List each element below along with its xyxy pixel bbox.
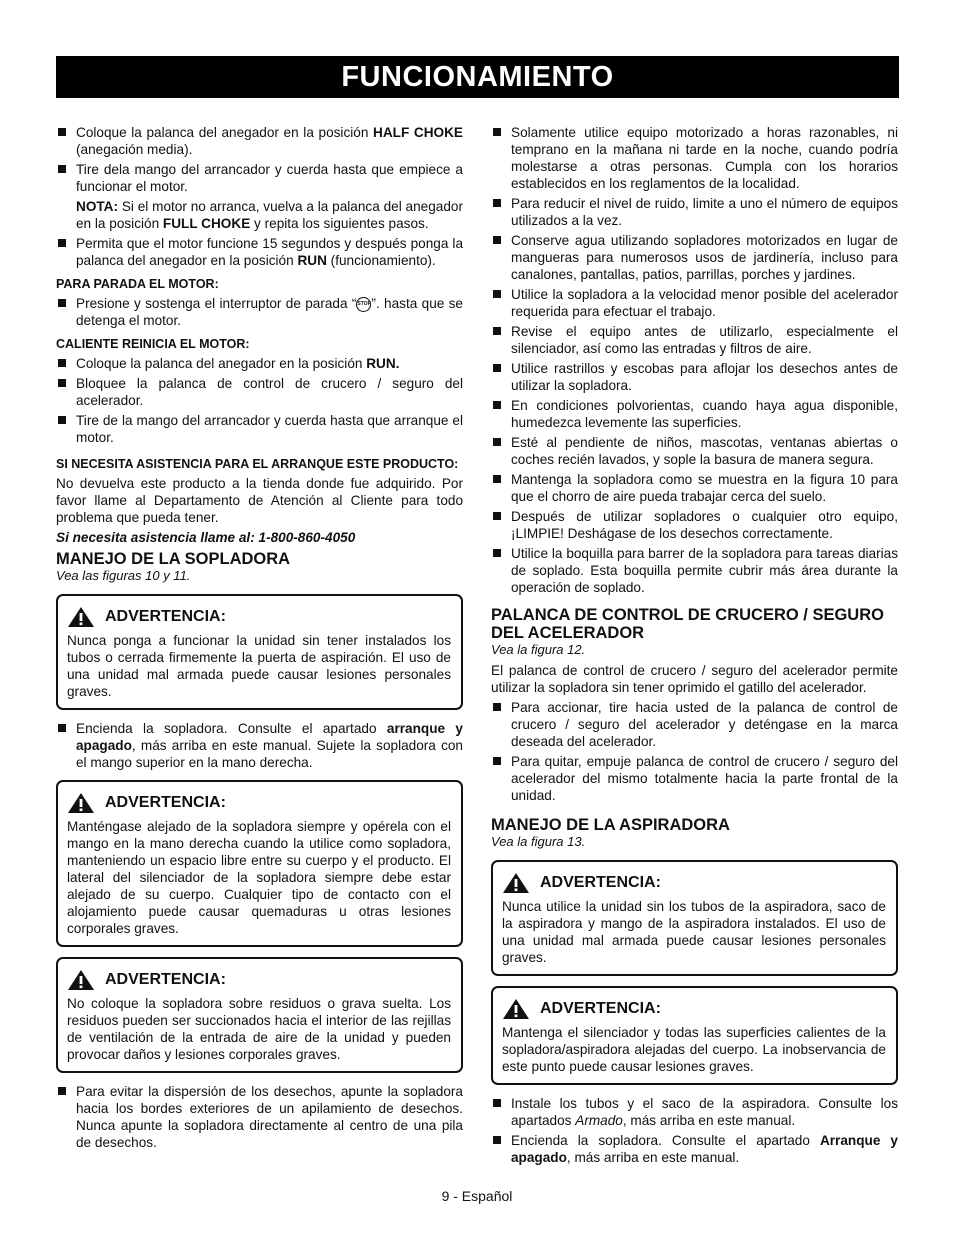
list-item: Coloque la palanca del anegador en la posición HALF CHOKE (anegación media).	[56, 124, 463, 158]
warning-text: Mantenga el silenciador y todas las superficies calientes de la sopladora/aspiradora alejadas del cuerpo. La inobservancia de este punto puede causar lesiones graves.	[502, 1025, 886, 1074]
blower-heading: MANEJO DE LA SOPLADORA	[56, 550, 291, 568]
list-item: Conserve agua utilizando sopladores motorizados en lugar de mangueras para numerosos usos de jardinería, incluso para canalones, pantallas, patios, parrillas, porches y jardines.	[491, 232, 898, 283]
blower-tips-list	[491, 124, 898, 596]
list-item: Encienda la sopladora. Consulte el apartado Arranque y apagado, más arriba en este manual.	[491, 1132, 898, 1166]
warning-text: Nunca ponga a funcionar la unidad sin tener instalados los tubos o cerrada firmemente la puerta de aspiración. El uso de una unidad mal armada puede causar lesiones personales graves.	[67, 633, 451, 699]
list-item: Mantenga la sopladora como se muestra en la figura 10 para que el chorro de aire pueda trabajar cerca del suelo.	[491, 471, 898, 505]
list-item: Utilice rastrillos y escobas para aflojar los desechos antes de utilizar la sopladora.	[491, 360, 898, 394]
blower-figure-ref: Vea las figuras 10 y 11.	[56, 568, 191, 583]
stop-engine-heading: PARA PARADA EL MOTOR:	[56, 277, 219, 291]
list-item: Bloquee la palanca de control de crucero / seguro del acelerador.	[56, 375, 463, 409]
cruise-figure-ref: Vea la figura 12.	[491, 642, 586, 657]
list-item: Coloque la palanca del anegador en la posición RUN.	[56, 355, 463, 372]
list-item: Tire de la mango del arrancador y cuerda hasta que arranque el motor.	[56, 412, 463, 446]
warning-title: ADVERTENCIA:	[67, 969, 451, 991]
list-item: Para quitar, empuje palanca de control de crucero / seguro del acelerador del mismo totalmente hacia la parte frontal de la unidad.	[491, 753, 898, 804]
warning-triangle-icon	[67, 606, 95, 628]
warning-box	[56, 780, 463, 947]
list-item: Presione y sostenga el interruptor de parada “STOP”. hasta que se detenga el motor.	[56, 295, 463, 329]
warning-title: ADVERTENCIA:	[502, 998, 886, 1020]
warning-text: No coloque la sopladora sobre residuos o grava suelta. Los residuos pueden ser succionados hacia el interior de las rejillas de ventilación de la entrada de aire de la unidad y pueden provocar daños y lesiones corporales graves.	[67, 996, 451, 1062]
warning-title: ADVERTENCIA:	[502, 872, 886, 894]
cruise-control-heading: PALANCA DE CONTROL DE CRUCERO / SEGURO DEL ACELERADOR	[491, 606, 884, 642]
assist-text: No devuelva este producto a la tienda donde fue adquirido. Por favor llame al Departamento de Atención al Cliente para todo problema que pueda tener.	[56, 476, 463, 525]
vacuum-heading: MANEJO DE LA ASPIRADORA	[491, 816, 730, 834]
list-item: Instale los tubos y el saco de la aspiradora. Consulte los apartados Armado, más arriba en este manual.	[491, 1095, 898, 1129]
cruise-text: El palanca de control de crucero / seguro del acelerador permite utilizar la sopladora sin tener oprimido el gatillo del acelerador.	[491, 663, 898, 695]
warning-triangle-icon	[502, 998, 530, 1020]
list-item: Encienda la sopladora. Consulte el apartado arranque y apagado, más arriba en este manual. Sujete la sopladora con el mango superior en la mano derecha.	[56, 720, 463, 771]
warning-box	[56, 957, 463, 1073]
list-item: Después de utilizar sopladores o cualquier otro equipo, ¡LIMPIE! Deshágase de los desechos correctamente.	[491, 508, 898, 542]
list-item: Solamente utilice equipo motorizado a horas razonables, ni temprano en la mañana ni tarde en la noche, cuando podría molestarse a otras personas. Cumpla con los horarios establecidos en los reglamentos de la localidad.	[491, 124, 898, 192]
warning-triangle-icon	[67, 792, 95, 814]
restart-heading: CALIENTE REINICIA EL MOTOR:	[56, 337, 250, 351]
list-item: Permita que el motor funcione 15 segundos y después ponga la palanca del anegador en la posición RUN (funcionamiento).	[56, 235, 463, 269]
list-item: Revise el equipo antes de utilizarlo, especialmente el silenciador, así como las entradas y filtros de aire.	[491, 323, 898, 357]
warning-text: Manténgase alejado de la sopladora siempre y opérela con el mango en la mano derecha cuando la utilice como sopladora, manteniendo un espacio libre entre su cuerpo y el producto. El lateral del silenciador de la sopladora siempre debe estar alejado de su cuerpo. Cualquier tipo de contacto con el alojamiento puede causar quemaduras u otras lesiones corporales graves.	[67, 819, 451, 936]
start-steps-list	[56, 124, 463, 195]
list-item: Tire dela mango del arrancador y cuerda hasta que empiece a funcionar el motor.	[56, 161, 463, 195]
vacuum-steps-list	[491, 1095, 898, 1166]
note-paragraph: NOTA: Si el motor no arranca, vuelva a la palanca del anegador en la posición FULL CHOKE y repita los siguientes pasos.	[76, 199, 463, 231]
assist-phone: Si necesita asistencia llame al: 1-800-860-4050	[56, 530, 356, 545]
stop-engine-list	[56, 295, 463, 329]
stop-switch-icon: STOP	[356, 297, 371, 312]
list-item: Utilice la boquilla para barrer de la sopladora para tareas diarias de soplado. Esta boquilla permite cubrir más área durante la operación de soplado.	[491, 545, 898, 596]
page-number: 9 - Español	[441, 1188, 513, 1204]
vacuum-figure-ref: Vea la figura 13.	[491, 834, 586, 849]
start-steps-list-2	[56, 235, 463, 269]
list-item: Para evitar la dispersión de los desechos, apunte la sopladora hacia los bordes exteriores de un apilamiento de desechos. Nunca apunte la sopladora directamente al centro de una pila de desechos.	[56, 1083, 463, 1151]
list-item: Utilice la sopladora a la velocidad menor posible del acelerador requerida para efectuar el trabajo.	[491, 286, 898, 320]
left-column	[56, 124, 463, 1154]
warning-text: Nunca utilice la unidad sin los tubos de la aspiradora, saco de la aspiradora y mango de la aspiradora instalados. El uso de una unidad mal armada puede causar lesiones personales graves.	[502, 899, 886, 965]
warning-box	[56, 594, 463, 710]
list-item: Esté al pendiente de niños, mascotas, ventanas abiertas o coches recién lavados, y sople la basura de manera segura.	[491, 434, 898, 468]
warning-box	[491, 860, 898, 976]
list-item: Para reducir el nivel de ruido, limite a uno el número de equipos utilizados a la vez.	[491, 195, 898, 229]
list-item: Para accionar, tire hacia usted de la palanca de control de crucero / seguro del acelerador y deténgase en la marca deseada del acelerador.	[491, 699, 898, 750]
blower-steps-list	[56, 720, 463, 771]
list-item: En condiciones polvorientas, cuando haya agua disponible, humedezca levemente las superficies.	[491, 397, 898, 431]
restart-list	[56, 355, 463, 446]
section-banner: FUNCIONAMIENTO	[56, 56, 899, 98]
cruise-list	[491, 699, 898, 804]
assist-heading: SI NECESITA ASISTENCIA PARA EL ARRANQUE ESTE PRODUCTO:	[56, 457, 459, 471]
warning-box	[491, 986, 898, 1085]
warning-triangle-icon	[502, 872, 530, 894]
right-column	[491, 124, 898, 1169]
warning-triangle-icon	[67, 969, 95, 991]
blower-steps-list-2	[56, 1083, 463, 1151]
warning-title: ADVERTENCIA:	[67, 792, 451, 814]
warning-title: ADVERTENCIA:	[67, 606, 451, 628]
